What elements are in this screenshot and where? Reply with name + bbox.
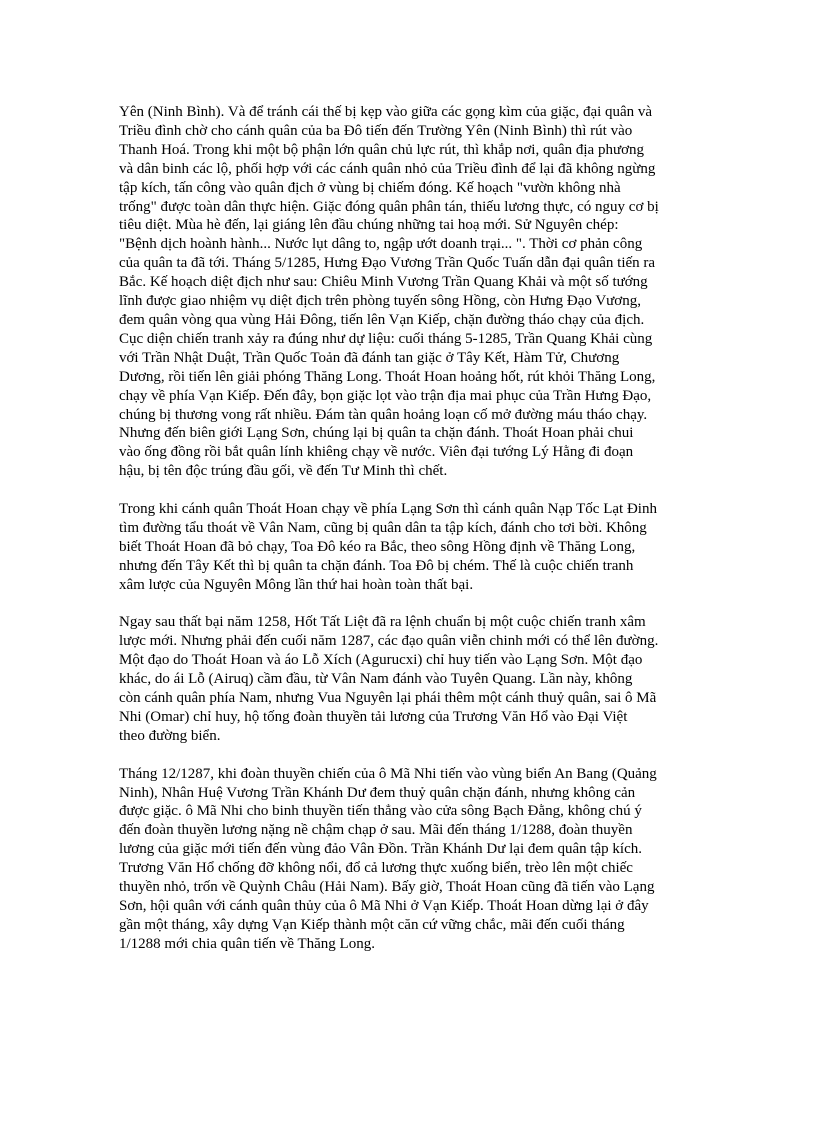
text-line: Nhi (Omar) chỉ huy, hộ tống đoàn thuyền tải lương của Trương Văn Hổ vào Đại Việt — [119, 708, 628, 725]
text-line: Một đạo do Thoát Hoan và áo Lỗ Xích (Agurucxi) chỉ huy tiến vào Lạng Sơn. Một đạo — [119, 652, 643, 669]
text-line: lược mới. Nhưng phải đến cuối năm 1287, các đạo quân viễn chinh mới có thể lên đường. — [119, 633, 659, 650]
text-line: đến đoàn thuyền lương nặng nề chậm chạp ở sau. Mãi đến tháng 1/1288, đoàn thuyền — [119, 822, 633, 839]
text-line: gần một tháng, xây dựng Vạn Kiếp thành một căn cứ vững chắc, mãi đến cuối tháng — [119, 916, 625, 933]
text-line: tìm đường tẩu thoát về Vân Nam, cũng bị quân dân ta tập kích, đánh cho tơi bời. Không — [119, 519, 647, 536]
text-line: Ngay sau thất bại năm 1258, Hốt Tất Liệt đã ra lệnh chuẩn bị một cuộc chiến tranh xâm — [119, 614, 646, 631]
text-line: chúng bị thương vong rất nhiều. Đám tàn quân hoảng loạn cố mở đường máu tháo chạy. — [119, 406, 648, 423]
text-line: "Bệnh dịch hoành hành... Nước lụt dâng to, ngập ướt doanh trại... ". Thời cơ phản công — [119, 236, 643, 253]
paragraph-4 — [119, 765, 719, 954]
text-line: trống" được toàn dân thực hiện. Giặc đóng quân phân tán, thiếu lương thực, có nguy cơ bị — [119, 198, 659, 215]
text-line: Thanh Hoá. Trong khi một bộ phận lớn quân chủ lực rút, thì khắp nơi, quân địa phương — [119, 141, 644, 158]
text-line: tiêu diệt. Mùa hè đến, lại giáng lên đầu chúng những tai hoạ mới. Sử Nguyên chép: — [119, 217, 619, 234]
text-line: theo đường biển. — [119, 727, 221, 744]
text-line: thuyền nhỏ, trốn về Quỳnh Châu (Hải Nam). Bấy giờ, Thoát Hoan cũng đã tiến vào Lạng — [119, 879, 655, 896]
text-line: còn cánh quân phía Nam, nhưng Vua Nguyên lại phái thêm một cánh thuỷ quân, sai ô Mã — [119, 690, 657, 707]
text-line: hậu, bị tên độc trúng đầu gối, về đến Tư Minh thì chết. — [119, 463, 448, 480]
text-line: Tháng 12/1287, khi đoàn thuyền chiến của ô Mã Nhi tiến vào vùng biển An Bang (Quảng — [119, 765, 657, 782]
text-line: biết Thoát Hoan đã bỏ chạy, Toa Đô kéo ra Bắc, theo sông Hồng định về Thăng Long, — [119, 538, 636, 555]
text-line: nhưng đến Tây Kết thì bị quân ta chặn đánh. Toa Đô bị chém. Thế là cuộc chiến tranh — [119, 557, 634, 574]
text-line: đem quân vòng qua vùng Hải Đông, tiến lên Vạn Kiếp, chặn đường tháo chạy của địch. — [119, 311, 645, 328]
text-line: tập kích, tấn công vào quân địch ở vùng bị chiếm đóng. Kế hoạch "vườn không nhà — [119, 179, 621, 196]
text-line: lĩnh được giao nhiệm vụ diệt địch trên phòng tuyến sông Hồng, còn Hưng Đạo Vương, — [119, 293, 641, 310]
text-line: và dân binh các lộ, phối hợp với các cánh quân nhỏ của Triều đình để lại đã không ngừng — [119, 160, 656, 177]
text-line: Nhưng đến biên giới Lạng Sơn, chúng lại bị quân ta chặn đánh. Thoát Hoan phải chui — [119, 425, 634, 442]
text-line: Yên (Ninh Bình). Và để tránh cái thế bị kẹp vào giữa các gọng kìm của giặc, đại quân và — [119, 104, 653, 120]
text-line: 1/1288 mới chia quân tiến về Thăng Long. — [119, 935, 375, 952]
text-line: với Trần Nhật Duật, Trần Quốc Toản đã đánh tan giặc ở Tây Kết, Hàm Tử, Chương — [119, 349, 620, 366]
text-line: vào ống đồng rồi bắt quân lính khiêng chạy về nước. Viên đại tướng Lý Hằng đi đoạn — [119, 444, 634, 461]
text-line: Sơn, hội quân với cánh quân thủy của ô Mã Nhi ở Vạn Kiếp. Thoát Hoan dừng lại ở đây — [119, 898, 649, 915]
text-line: Bắc. Kế hoạch diệt địch như sau: Chiêu Minh Vương Trần Quang Khải và một số tướng — [119, 274, 648, 291]
text-line: chạy về phía Vạn Kiếp. Đến đây, bọn giặc lọt vào trận địa mai phục của Trần Hưng Đạo, — [119, 387, 652, 404]
text-line: Trong khi cánh quân Thoát Hoan chạy về phía Lạng Sơn thì cánh quân Nạp Tốc Lạt Đinh — [119, 501, 657, 518]
document-page — [119, 103, 719, 973]
text-line: của quân ta đã tới. Tháng 5/1285, Hưng Đạo Vương Trần Quốc Tuấn dẫn đại quân tiến ra — [119, 255, 656, 272]
text-line: Triều đình chờ cho cánh quân của ba Đô tiến đến Trường Yên (Ninh Bình) thì rút vào — [119, 122, 633, 139]
paragraph-2 — [119, 500, 719, 595]
text-line: xâm lược của Nguyên Mông lần thứ hai hoàn toàn thất bại. — [119, 576, 474, 593]
text-line: Cục diện chiến tranh xảy ra đúng như dự liệu: cuối tháng 5-1285, Trần Quang Khải cùng — [119, 330, 653, 347]
text-line: Ninh), Nhân Huệ Vương Trần Khánh Dư đem thuỷ quân chặn đánh, nhưng không cản — [119, 784, 636, 801]
text-line: được giặc. ô Mã Nhi cho binh thuyền tiến thẳng vào cửa sông Bạch Đằng, không chú ý — [119, 803, 642, 820]
text-line: khác, do ái Lỗ (Airuq) cầm đầu, từ Vân Nam đánh vào Tuyên Quang. Lần này, không — [119, 671, 633, 688]
text-line: lương của giặc mới tiến đến vùng đảo Vân Đồn. Trần Khánh Dư lại đem quân tập kích. — [119, 841, 643, 858]
paragraph-3 — [119, 613, 719, 745]
text-line: Trương Văn Hổ chống đỡ không nổi, đổ cả lương thực xuống biển, trèo lên một chiếc — [119, 860, 633, 877]
text-line: Dương, rồi tiến lên giải phóng Thăng Long. Thoát Hoan hoảng hốt, rút khỏi Thăng Long, — [119, 368, 656, 385]
paragraph-1 — [119, 103, 719, 481]
